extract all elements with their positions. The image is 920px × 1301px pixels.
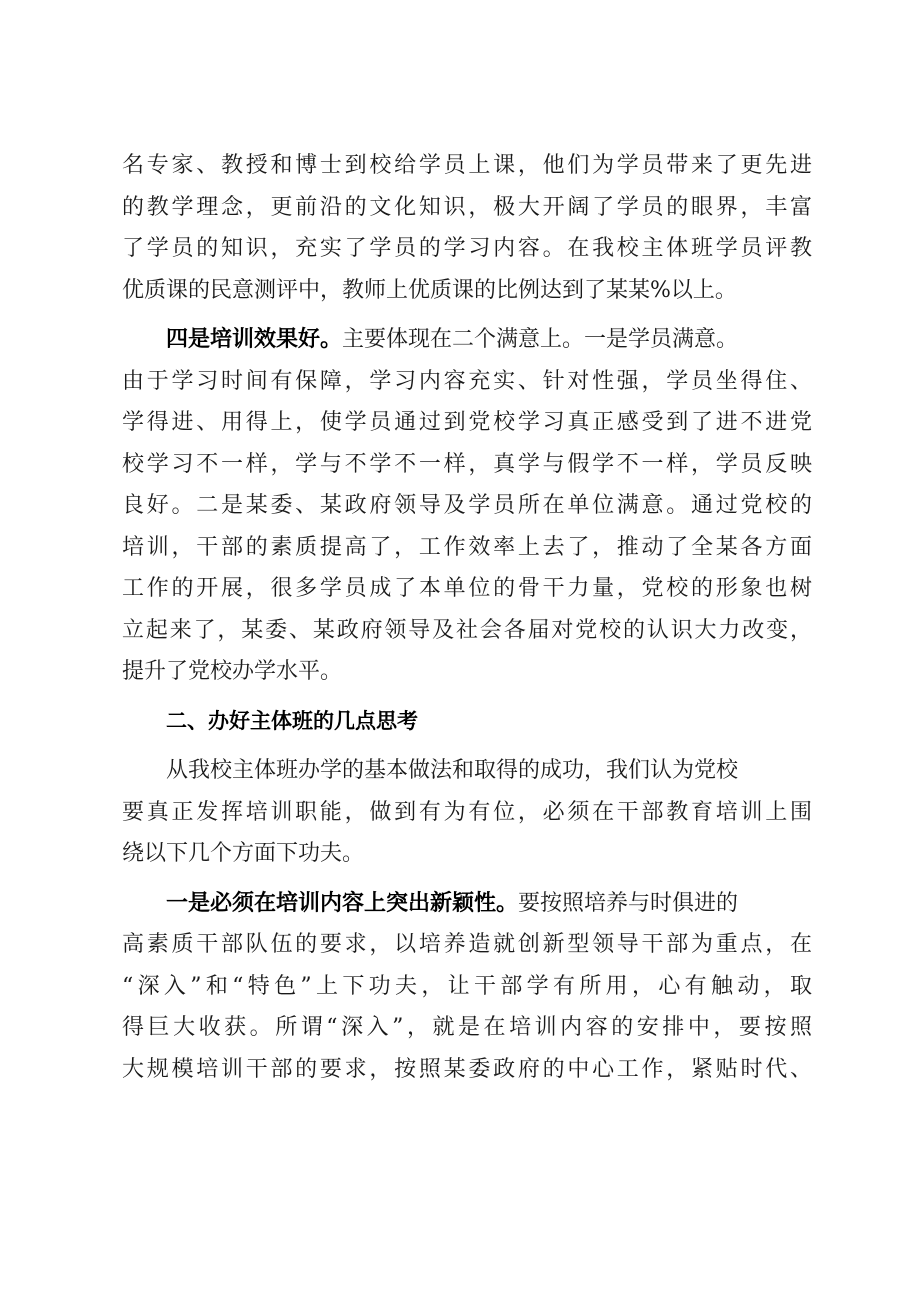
text-line: 从我校主体班办学的基本做法和取得的成功，我们认为党校 [166, 758, 739, 783]
text-line: 良好。二是某委、某政府领导及学员所在单位满意。通过党校的 [122, 493, 812, 518]
text-line: 优质课的民意测评中，教师上优质课的比例达到了某某%以上。 [122, 277, 737, 303]
text-line: 了学员的知识，充实了学员的学习内容。在我校主体班学员评教 [122, 236, 812, 261]
text-line: 提升了党校办学水平。 [122, 659, 343, 684]
document-body [122, 145, 812, 1090]
text-line: 得巨大收获。所谓“深入”，就是在培训内容的安排中，要按照 [122, 1015, 812, 1040]
text-line: 校学习不一样，学与不学不一样，真学与假学不一样，学员反映 [122, 451, 812, 477]
text-line: 高素质干部队伍的要求，以培养造就创新型领导干部为重点，在 [122, 932, 812, 957]
paragraph-3 [122, 750, 812, 875]
paragraph-lead-bold: 一是必须在培训内容上突出新颖性。 [166, 889, 519, 916]
text-line: 绕以下几个方面下功夫。 [122, 841, 365, 866]
paragraph-4 [122, 883, 812, 1091]
text-line: 立起来了，某委、某政府领导及社会各届对党校的认识大力改变， [122, 617, 812, 643]
section-heading-text: 二、办好主体班的几点思考 [166, 708, 418, 733]
text-line: 要真正发挥培训职能，做到有为有位，必须在干部教育培训上围 [122, 799, 812, 825]
text-line: 培训，干部的素质提高了，工作效率上去了，推动了全某各方面 [122, 534, 812, 560]
text-line: 由于学习时间有保障，学习内容充实、针对性强，学员坐得住、 [122, 368, 812, 394]
text-line [122, 319, 812, 361]
paragraph-lead-rest: 主要体现在二个满意上。一是学员满意。 [342, 327, 739, 352]
text-line: 工作的开展，很多学员成了本单位的骨干力量，党校的形象也树 [122, 576, 812, 601]
text-line: “深入”和“特色”上下功夫，让干部学有所用，心有触动，取 [122, 973, 812, 999]
text-line: 的教学理念，更前沿的文化知识，极大开阔了学员的眼界，丰富 [122, 194, 812, 220]
paragraph-1 [122, 145, 812, 311]
text-line [122, 883, 812, 925]
paragraph-lead-bold: 四是培训效果好。 [166, 326, 343, 352]
section-heading [122, 701, 812, 743]
text-line: 大规模培训干部的要求，按照某委政府的中心工作，紧贴时代、 [122, 1056, 812, 1082]
paragraph-2 [122, 319, 812, 693]
text-line: 学得进、用得上，使学员通过到党校学习真正感受到了进不进党 [122, 410, 812, 435]
paragraph-lead-rest: 要按照培养与时俱进的 [518, 890, 739, 916]
text-line: 名专家、教授和博士到校给学员上课，他们为学员带来了更先进 [122, 153, 812, 178]
